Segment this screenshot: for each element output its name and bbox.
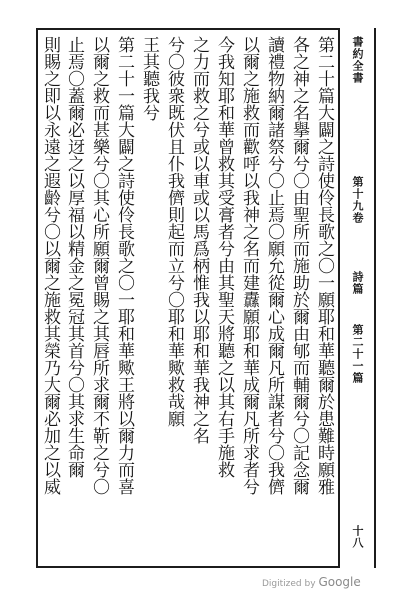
text-column: 止焉〇蓋爾必迓之以厚福以精金之冕冠其首兮〇其求生命爾	[64, 36, 84, 478]
text-column: 則賜之即以永遠之遐齡兮〇以爾之施救其榮乃大爾必加之以威	[40, 36, 60, 495]
section-label: 詩篇	[351, 271, 364, 295]
volume-label: 第十九卷	[351, 176, 364, 224]
text-column: 今我知耶和華曾救其受膏者兮由其聖天將聽之以其右手施救	[214, 36, 234, 478]
watermark-brand: Google	[318, 575, 361, 589]
book-title: 書約全書	[351, 36, 364, 84]
chapter-label: 第二十一篇	[351, 324, 364, 384]
text-column: 之力而救之兮或以車或以馬爲柄惟我以耶和華我神之名	[189, 36, 209, 444]
watermark-prefix: Digitized by	[262, 579, 316, 589]
text-column: 第二十篇大闢之詩使伶長歌之〇一願耶和華聽爾於患難時願雅	[314, 36, 334, 495]
text-column: 以爾之救而甚樂兮〇其心所願爾曾賜之其唇所求爾不靳之兮〇	[89, 36, 109, 495]
digitization-watermark	[262, 575, 361, 589]
text-column: 王其聽我兮	[139, 36, 159, 121]
text-column: 第二十一篇大闢之詩使伶長歌之〇一耶和華歟王將以爾力而喜	[114, 36, 134, 495]
text-column: 以爾之施救而歡呼以我神之名而建纛願耶和華成爾凡所求者兮	[239, 36, 259, 495]
margin-column	[342, 28, 376, 568]
text-frame	[36, 28, 340, 568]
text-column: 各之神之名擧爾兮〇由聖所而施助於爾由郇而輔爾兮〇記念爾	[289, 36, 309, 495]
text-column: 兮〇彼衆既伏且仆我儕則起而立兮〇耶和華歟救哉願	[164, 36, 184, 427]
page-number: 十八	[351, 525, 364, 549]
text-column: 讀禮物納爾諸祭兮〇止焉〇願允從爾心成爾凡所謀者兮〇我儕	[264, 36, 284, 495]
